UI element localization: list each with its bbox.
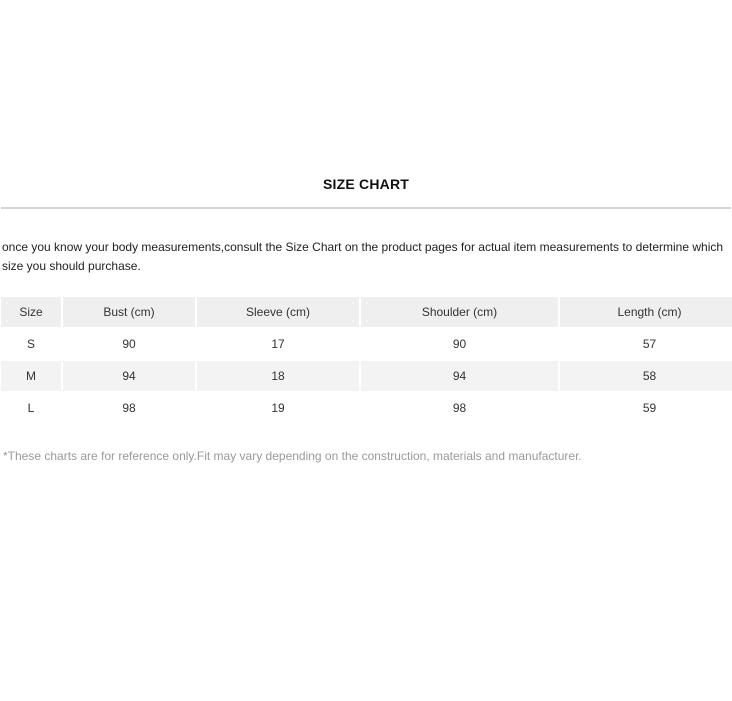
header-sleeve: Sleeve (cm)	[197, 297, 359, 327]
table-row	[1, 329, 732, 359]
table-header-row	[1, 297, 732, 327]
header-shoulder: Shoulder (cm)	[361, 297, 558, 327]
cell-sleeve: 18	[197, 361, 359, 391]
header-length: Length (cm)	[560, 297, 732, 327]
cell-size: L	[1, 393, 61, 423]
cell-bust: 94	[63, 361, 195, 391]
cell-bust: 98	[63, 393, 195, 423]
cell-size: S	[1, 329, 61, 359]
cell-bust: 90	[63, 329, 195, 359]
cell-length: 58	[560, 361, 732, 391]
table-row	[1, 393, 732, 423]
header-size: Size	[1, 297, 61, 327]
cell-sleeve: 19	[197, 393, 359, 423]
title-divider	[1, 207, 731, 209]
cell-shoulder: 98	[361, 393, 558, 423]
cell-shoulder: 94	[361, 361, 558, 391]
size-chart-table	[0, 295, 732, 425]
header-bust: Bust (cm)	[63, 297, 195, 327]
page-title: SIZE CHART	[323, 176, 409, 192]
cell-size: M	[1, 361, 61, 391]
cell-shoulder: 90	[361, 329, 558, 359]
intro-text: once you know your body measurements,consult the Size Chart on the product pages for actual item measurements to determine which size you should purchase.	[2, 240, 724, 273]
reference-footnote: *These charts are for reference only.Fit may vary depending on the construction, materials and manufacturer.	[3, 449, 582, 463]
table-row	[1, 361, 732, 391]
cell-sleeve: 17	[197, 329, 359, 359]
cell-length: 57	[560, 329, 732, 359]
cell-length: 59	[560, 393, 732, 423]
